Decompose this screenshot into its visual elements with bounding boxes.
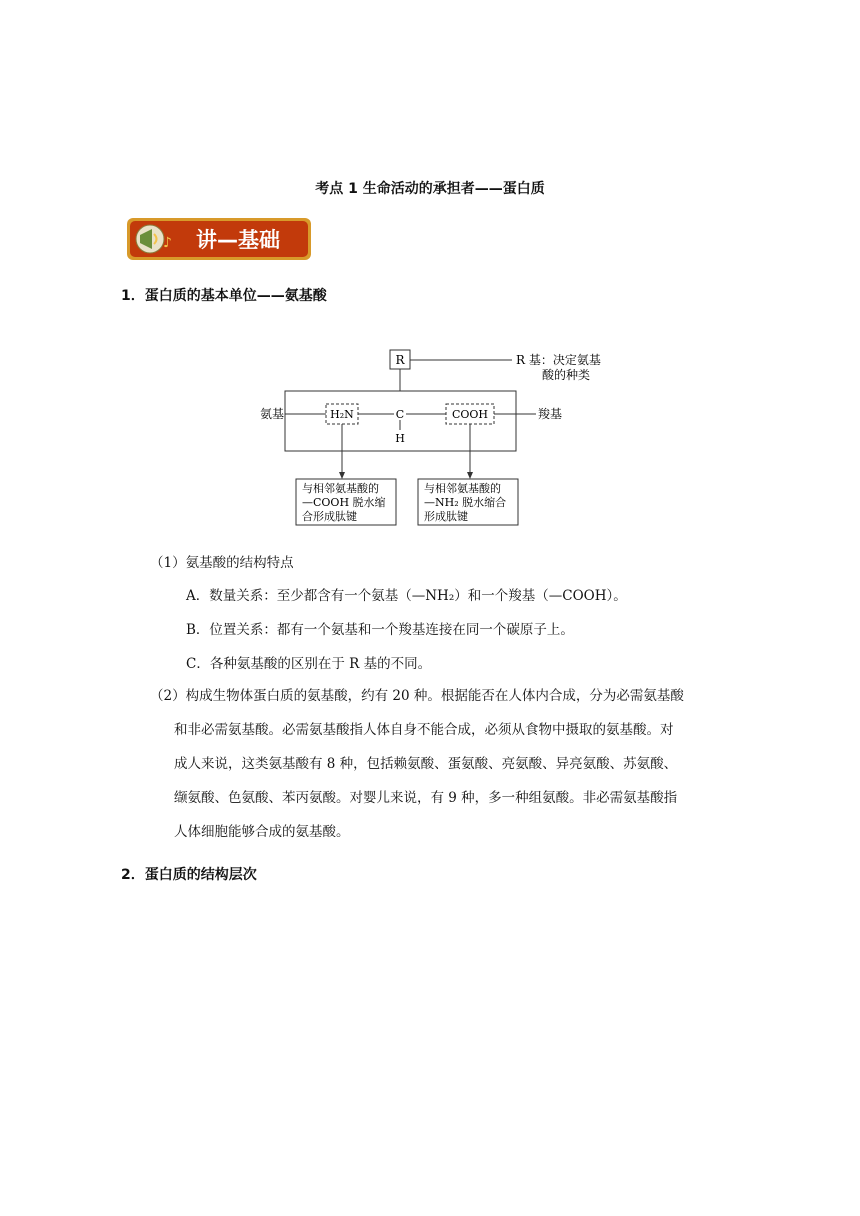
section-heading-2: 2．蛋白质的结构层次 <box>121 867 257 883</box>
list-item-a: A．数量关系：至少都含有一个氨基（—NH₂）和一个羧基（—COOH）。 <box>186 588 627 604</box>
basics-banner <box>126 217 312 261</box>
list-item-c: C．各种氨基酸的区别在于 R 基的不同。 <box>186 656 432 672</box>
left-note-line3: 合形成肽键 <box>302 510 357 523</box>
page-title: 考点 1 生命活动的承担者——蛋白质 <box>315 181 545 197</box>
list-item-b: B．位置关系：都有一个氨基和一个羧基连接在同一个碳原子上。 <box>186 622 574 638</box>
section-heading-1: 1．蛋白质的基本单位——氨基酸 <box>121 288 327 304</box>
banner-text: 讲—基础 <box>196 228 280 252</box>
right-note-line3: 形成肽键 <box>424 510 468 523</box>
paragraph-line: 成人来说，这类氨基酸有 8 种，包括赖氨酸、蛋氨酸、亮氨酸、异亮氨酸、苏氨酸、 <box>174 756 678 772</box>
paragraph-2 <box>150 686 750 856</box>
r-group-note-line2: 酸的种类 <box>542 368 591 382</box>
h2n-label: H₂N <box>330 408 354 421</box>
amino-group-label: 氨基 <box>260 407 285 421</box>
subsection-heading-1: （1）氨基酸的结构特点 <box>150 555 294 571</box>
paragraph-line: （2）构成生物体蛋白质的氨基酸，约有 20 种。根据能否在人体内合成，分为必需氨基酸 <box>150 688 684 704</box>
left-note-line2: —COOH 脱水缩 <box>302 496 386 509</box>
left-note-line1: 与相邻氨基酸的 <box>302 482 379 495</box>
right-note-line2: —NH₂ 脱水缩合 <box>424 496 507 509</box>
carbon-label: C <box>395 408 405 421</box>
r-group-note-line1: R 基：决定氨基 <box>516 353 601 367</box>
paragraph-line: 缬氨酸、色氨酸、苯丙氨酸。对婴儿来说，有 9 种，多一种组氨酸。非必需氨基酸指 <box>174 790 678 806</box>
paragraph-line: 人体细胞能够合成的氨基酸。 <box>174 824 350 840</box>
svg-text:♪: ♪ <box>163 235 172 251</box>
hydrogen-label: H <box>395 432 405 445</box>
paragraph-line: 和非必需氨基酸。必需氨基酸指人体自身不能合成，必须从食物中摄取的氨基酸。对 <box>174 722 674 738</box>
carboxyl-group-label: 羧基 <box>538 407 563 421</box>
r-group-label: R <box>395 353 405 367</box>
amino-acid-structure-diagram <box>240 340 630 530</box>
right-note-line1: 与相邻氨基酸的 <box>424 482 501 495</box>
cooh-label: COOH <box>451 408 489 421</box>
